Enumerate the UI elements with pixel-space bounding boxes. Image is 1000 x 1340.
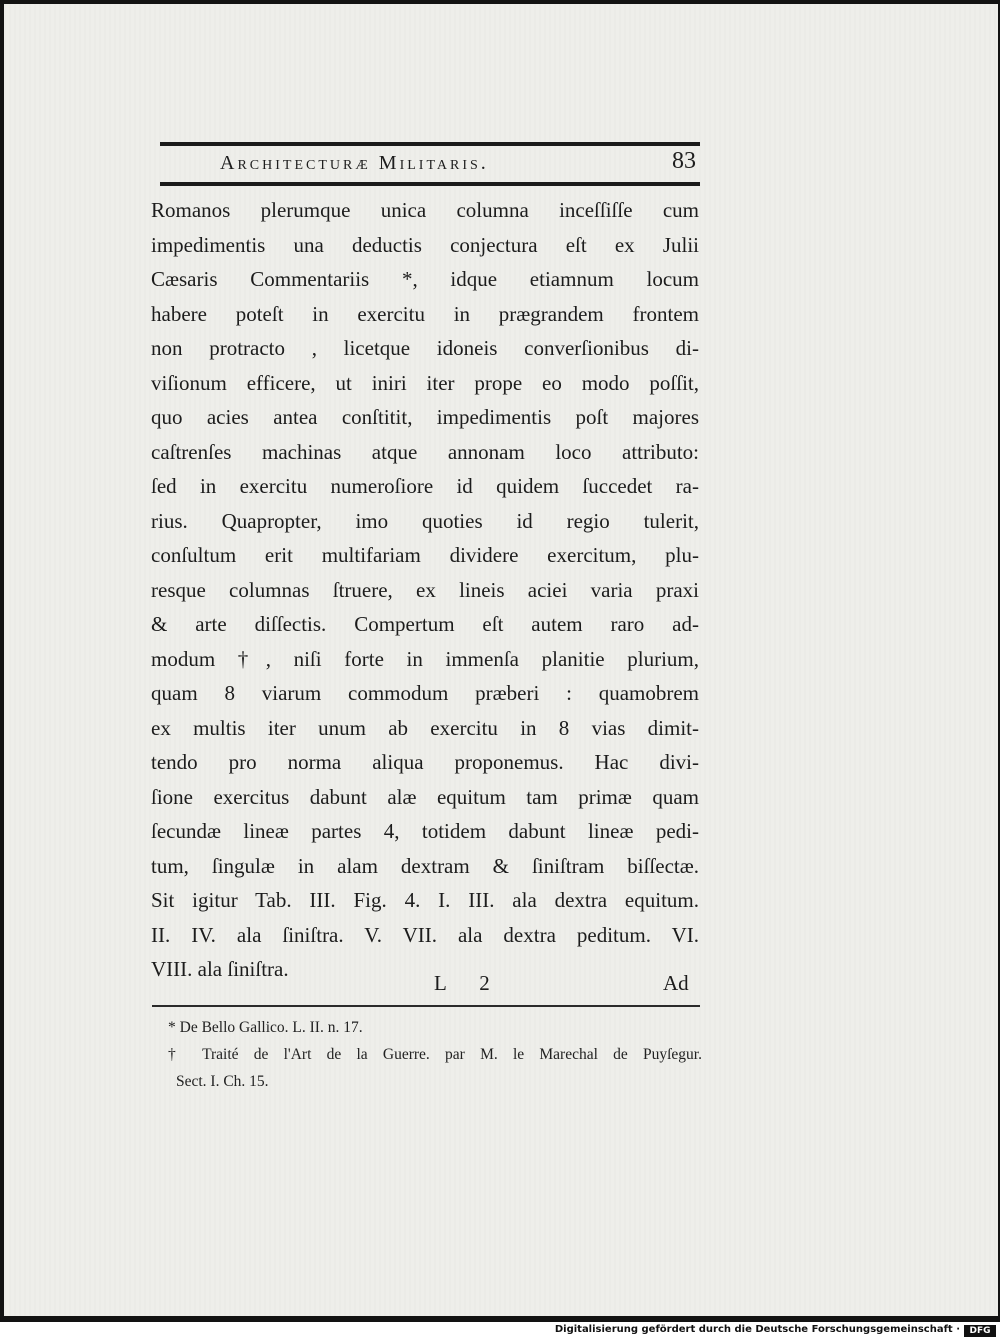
- body-line-7: quo acies antea conſtitit, impedimentis poſt majores: [151, 405, 699, 429]
- body-line-11: conſultum erit multifariam dividere exercitum, plu-: [151, 543, 699, 567]
- body-line-1: Romanos plerumque unica columna inceſſiſſe cum: [151, 198, 699, 222]
- body-text: [151, 193, 699, 987]
- dfg-logo: DFG: [964, 1325, 996, 1337]
- body-line-17: tendo pro norma aliqua proponemus. Hac divi-: [151, 750, 699, 774]
- body-line-15: quam 8 viarum commodum præberi : quamobrem: [151, 681, 699, 705]
- body-line-22: II. IV. ala ſiniſtra. V. VII. ala dextra peditum. VI.: [151, 922, 699, 947]
- body-line-9: ſed in exercitu numeroſiore id quidem ſuccedet ra-: [151, 474, 699, 498]
- body-line-18: ſione exercitus dabunt alæ equitum tam primæ quam: [151, 784, 699, 809]
- footnote-1: * De Bello Gallico. L. II. n. 17.: [168, 1019, 363, 1036]
- body-line-16: ex multis iter unum ab exercitu in 8 vias dimit-: [151, 715, 699, 740]
- body-line-21: Sit igitur Tab. III. Fig. 4. I. III. ala dextra equitum.: [151, 888, 699, 912]
- footnote-2-continuation: Sect. I. Ch. 15.: [176, 1073, 269, 1090]
- body-line-3: Cæsaris Commentariis *, idque etiamnum locum: [151, 267, 699, 291]
- header-rule-top: [160, 142, 700, 146]
- running-head: [160, 148, 700, 180]
- catchword: Ad: [663, 971, 689, 995]
- body-line-8: caſtrenſes machinas atque annonam loco attributo:: [151, 439, 699, 464]
- body-line-12: resque columnas ſtruere, ex lineis aciei varia praxi: [151, 577, 699, 602]
- body-line-13: & arte diſſectis. Compertum eſt autem raro ad-: [151, 612, 699, 636]
- credit-text: Digitalisierung gefördert durch die Deutsche Forschungsgemeinschaft ·: [554, 1324, 960, 1335]
- body-line-23: VIII. ala ſiniſtra.: [151, 957, 289, 981]
- body-line-14: modum †, niſi forte in immenſa planitie plurium,: [151, 646, 699, 671]
- body-line-19: ſecundæ lineæ partes 4, totidem dabunt lineæ pedi-: [151, 819, 699, 843]
- footnotes: [168, 1014, 702, 1095]
- footnote-2: † Traité de l'Art de la Guerre. par M. le Marechal de Puyſegur.: [168, 1046, 702, 1063]
- footnote-rule: [152, 1005, 700, 1007]
- body-line-4: habere poteſt in exercitu in prægrandem frontem: [151, 301, 699, 326]
- body-line-5: non protracto , licetque idoneis converſionibus di-: [151, 336, 699, 360]
- signature-mark: L 2: [434, 971, 504, 995]
- body-line-10: rius. Quapropter, imo quoties id regio tulerit,: [151, 508, 699, 533]
- digitization-credit: [0, 1322, 1000, 1340]
- page-number: 83: [672, 148, 696, 174]
- header-rule-bottom: [160, 182, 700, 186]
- body-line-6: viſionum efficere, ut iniri iter prope eo modo poſſit,: [151, 370, 699, 395]
- body-line-20: tum, ſingulæ in alam dextram & ſiniſtram biſſectæ.: [151, 853, 699, 878]
- running-title: Architecturæ Militaris.: [220, 152, 489, 174]
- body-line-2: impedimentis una deductis conjectura eſt ex Julii: [151, 232, 699, 257]
